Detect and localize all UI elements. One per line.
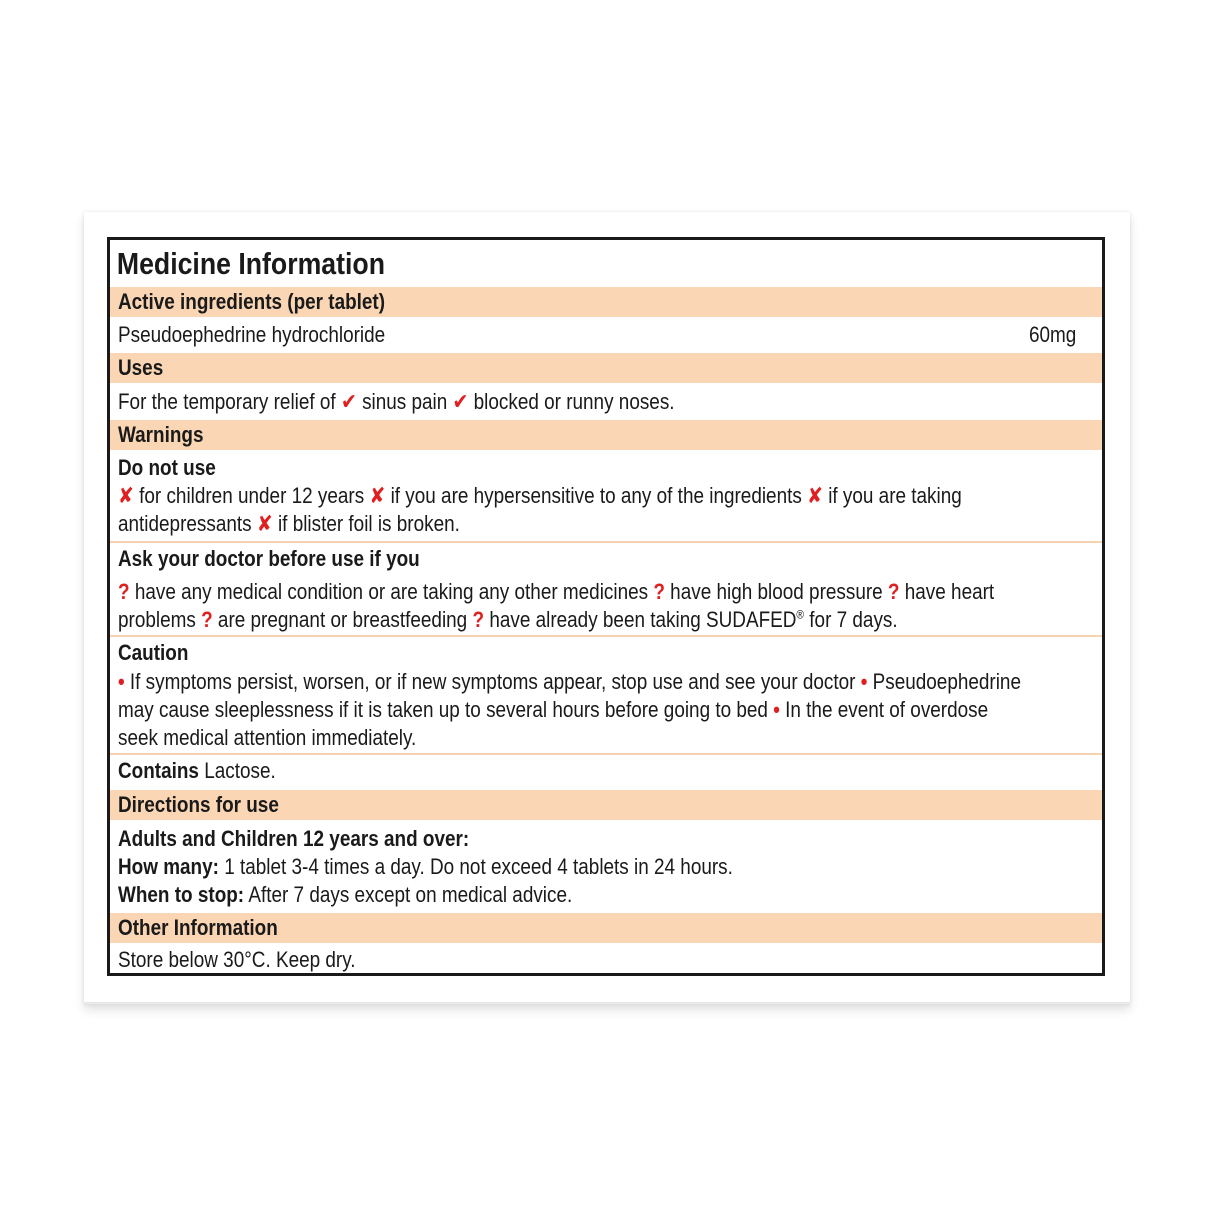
check-icon: ✔ (340, 389, 357, 414)
question-icon: ? (887, 579, 900, 604)
divider (110, 541, 1102, 543)
other-information-text: Store below 30°C. Keep dry. (118, 947, 356, 972)
uses-text: For the temporary relief of ✔ sinus pain ✔ blocked or runny noses. (118, 389, 675, 414)
ask-doctor-block: Ask your doctor before use if you ? have any medical condition or are taking any other medicines ? have high blood pressure ? have heart problems ? are pregnant or breastfeeding ? have already been taking SUDAFED® for 7 days. (118, 546, 995, 632)
do-not-use-block: Do not use ✘ for children under 12 years ✘ if you are hypersensitive to any of the ingredients ✘ if you are taking antidepressants ✘ if blister foil is broken. (118, 455, 962, 536)
divider (110, 753, 1102, 755)
check-icon: ✔ (452, 389, 469, 414)
directions-block: Adults and Children 12 years and over: How many: 1 tablet 3-4 times a day. Do not exceed 4 tablets in 24 hours. When to stop: After 7 days except on medical advice. (118, 826, 733, 907)
question-icon: ? (472, 607, 485, 632)
section-header-directions: Directions for use (110, 790, 1102, 820)
registered-mark: ® (796, 607, 805, 622)
caution-heading: Caution (118, 640, 189, 665)
section-header-active-ingredients: Active ingredients (per tablet) (110, 287, 1102, 317)
bullet-icon: • (860, 669, 868, 694)
cross-icon: ✘ (118, 483, 134, 508)
contains-row: Contains Lactose. (118, 758, 276, 783)
question-icon: ? (201, 607, 213, 632)
cross-icon: ✘ (256, 511, 273, 536)
ask-doctor-heading: Ask your doctor before use if you (118, 546, 420, 571)
bullet-icon: • (118, 669, 125, 694)
question-icon: ? (653, 579, 665, 604)
bullet-icon: • (773, 697, 780, 722)
ingredient-amount: 60mg (1028, 322, 1077, 347)
cross-icon: ✘ (369, 483, 386, 508)
divider (110, 635, 1102, 637)
section-header-other-information: Other Information (110, 913, 1102, 943)
question-icon: ? (118, 579, 130, 604)
cross-icon: ✘ (807, 483, 823, 508)
page-title: Medicine Information (116, 246, 385, 281)
medicine-information-table (107, 237, 1105, 976)
do-not-use-heading: Do not use (118, 455, 216, 480)
section-header-warnings: Warnings (110, 420, 1102, 450)
active-ingredient-row (110, 321, 1102, 349)
caution-block: Caution • If symptoms persist, worsen, or if new symptoms appear, stop use and see your doctor • Pseudoephedrine may cause sleeplessness if it is taken up to several hours before going to bed • In the event of overdose seek medical attention immediately. (118, 640, 1021, 750)
section-header-uses: Uses (110, 353, 1102, 383)
ingredient-name: Pseudoephedrine hydrochloride (118, 322, 386, 347)
